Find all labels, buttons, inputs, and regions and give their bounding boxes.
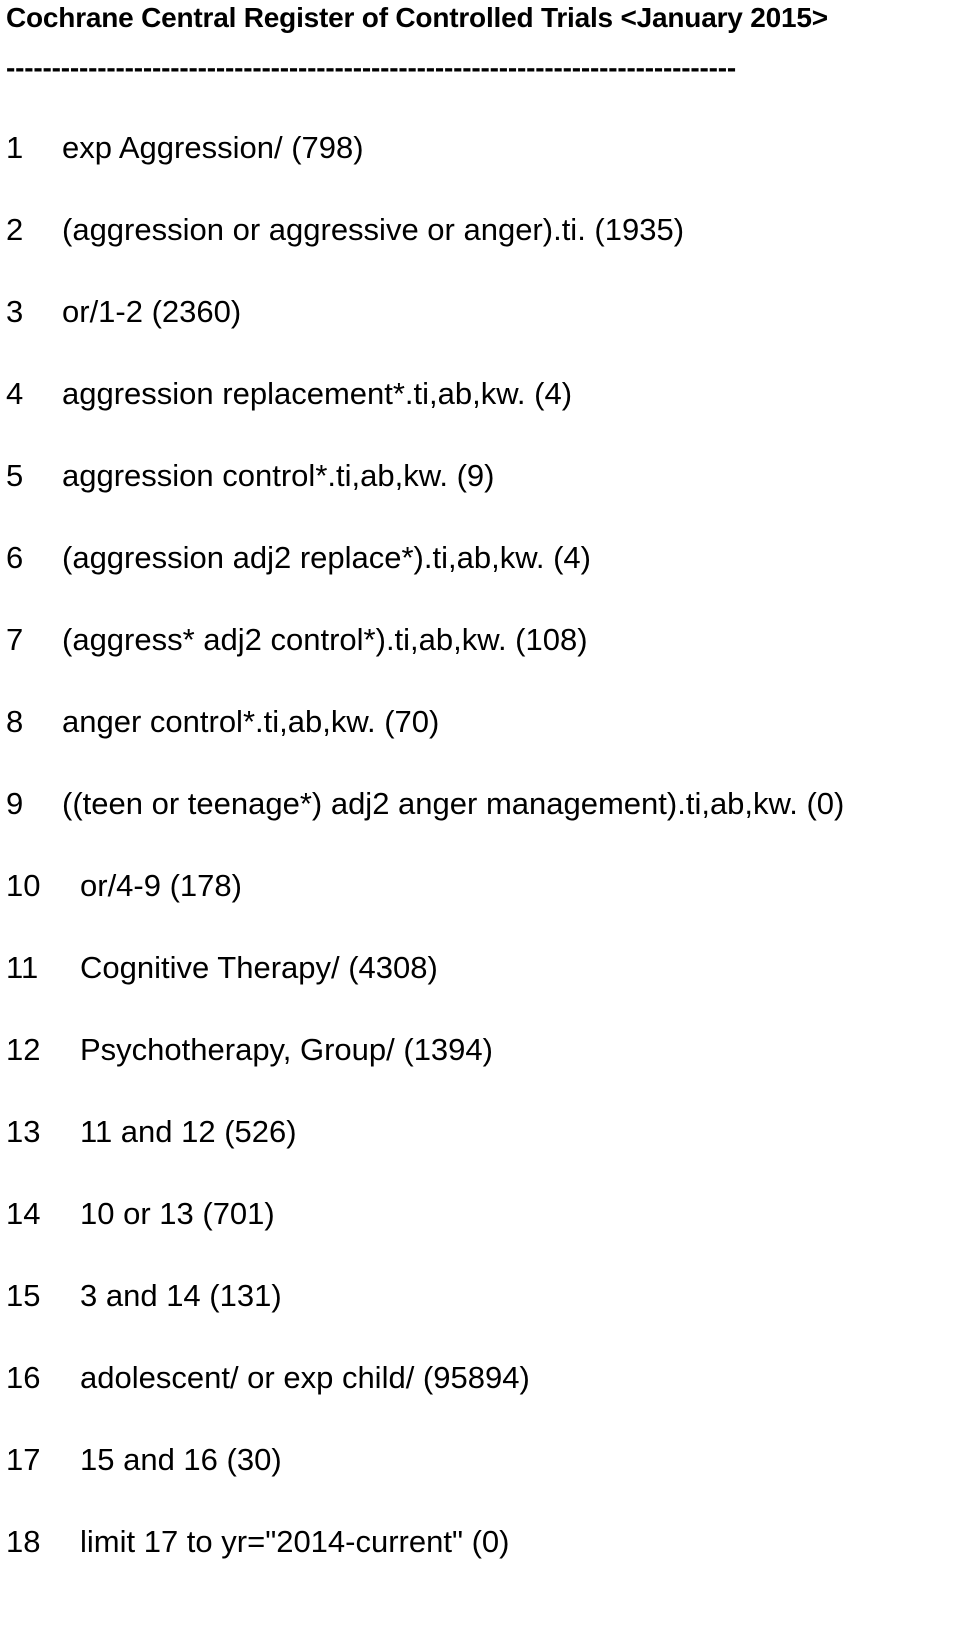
search-line — [6, 786, 844, 822]
line-number: 5 — [6, 458, 24, 493]
line-number: 4 — [6, 376, 24, 411]
line-query: 15 and 16 (30) — [80, 1442, 282, 1477]
search-line — [6, 622, 588, 658]
line-number: 18 — [6, 1524, 41, 1559]
search-line — [6, 1032, 493, 1068]
line-query: exp Aggression/ (798) — [62, 130, 364, 165]
search-line — [6, 212, 684, 248]
search-line — [6, 704, 439, 740]
line-query: 11 and 12 (526) — [80, 1114, 297, 1149]
search-line — [6, 1196, 275, 1232]
line-query: or/4-9 (178) — [80, 868, 242, 903]
search-line — [6, 376, 572, 412]
search-line — [6, 458, 495, 494]
search-line — [6, 868, 242, 904]
search-line — [6, 1278, 282, 1314]
line-number: 13 — [6, 1114, 41, 1149]
search-line — [6, 1442, 282, 1478]
line-query: or/1-2 (2360) — [62, 294, 242, 329]
line-number: 15 — [6, 1278, 41, 1313]
search-line — [6, 294, 241, 330]
search-line — [6, 540, 591, 576]
line-query: anger control*.ti,ab,kw. (70) — [62, 704, 440, 739]
search-line — [6, 1360, 530, 1396]
line-query: Psychotherapy, Group/ (1394) — [80, 1032, 493, 1067]
line-number: 8 — [6, 704, 24, 739]
line-query: Cognitive Therapy/ (4308) — [80, 950, 438, 985]
line-number: 14 — [6, 1196, 41, 1231]
line-query: (aggress* adj2 control*).ti,ab,kw. (108) — [62, 622, 588, 657]
line-number: 9 — [6, 786, 24, 821]
line-query: aggression control*.ti,ab,kw. (9) — [62, 458, 495, 493]
line-query: 10 or 13 (701) — [80, 1196, 275, 1231]
line-query: limit 17 to yr="2014-current" (0) — [80, 1524, 510, 1559]
line-number: 3 — [6, 294, 24, 329]
line-number: 17 — [6, 1442, 41, 1477]
line-query: aggression replacement*.ti,ab,kw. (4) — [62, 376, 573, 411]
line-query: ((teen or teenage*) adj2 anger management).ti,ab,kw. (0) — [62, 786, 845, 821]
separator-rule: -------------------------------------------------------------------------------- — [6, 52, 736, 83]
line-query: adolescent/ or exp child/ (95894) — [80, 1360, 530, 1395]
line-number: 11 — [6, 950, 39, 985]
line-query: 3 and 14 (131) — [80, 1278, 282, 1313]
search-line — [6, 950, 438, 986]
line-number: 12 — [6, 1032, 41, 1067]
line-query: (aggression adj2 replace*).ti,ab,kw. (4) — [62, 540, 591, 575]
search-line — [6, 1524, 509, 1560]
line-number: 6 — [6, 540, 24, 575]
line-number: 10 — [6, 868, 41, 903]
line-number: 2 — [6, 212, 24, 247]
search-line — [6, 1114, 297, 1150]
search-line — [6, 130, 364, 166]
line-query: (aggression or aggressive or anger).ti. (1935) — [62, 212, 685, 247]
line-number: 1 — [6, 130, 24, 165]
line-number: 16 — [6, 1360, 41, 1395]
document-title: Cochrane Central Register of Controlled Trials <January 2015> — [6, 2, 828, 33]
line-number: 7 — [6, 622, 24, 657]
